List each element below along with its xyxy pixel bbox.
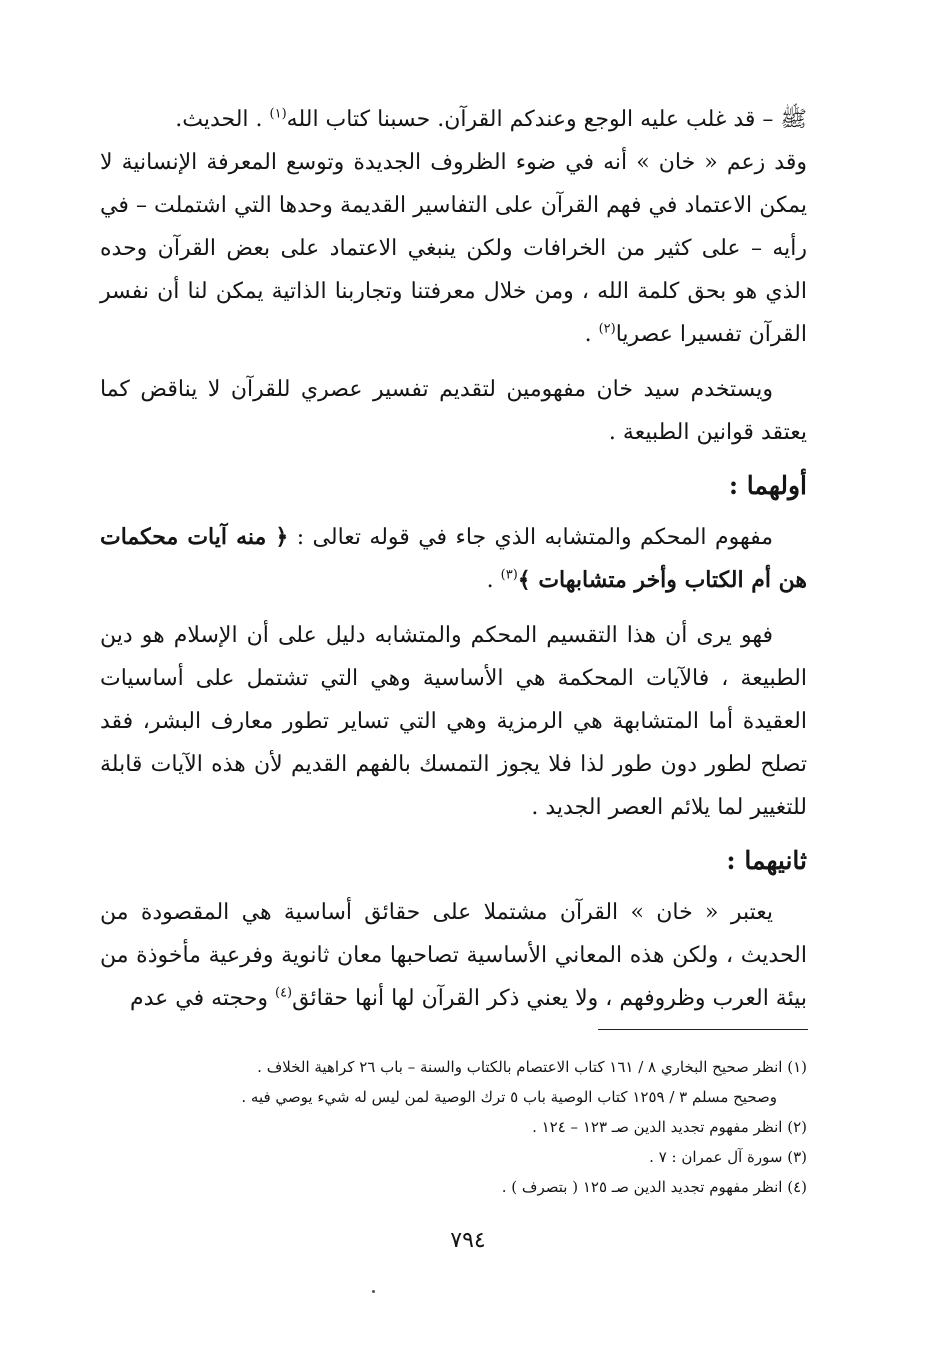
scan-speck xyxy=(372,1290,375,1293)
footnote-1-continued: وصحيح مسلم ٣ / ١٢٥٩ كتاب الوصية باب ٥ ترك الوصية لمن ليس له شيء يوصي فيه . xyxy=(241,1088,777,1106)
footnote-ref-1[interactable]: (١) xyxy=(269,106,287,122)
footnote-ref-4[interactable]: (٤) xyxy=(274,985,293,1001)
quran-quote: ﴿ منه آيات محكمات هن أم الكتاب وأخر متشابهات ﴾ xyxy=(100,524,807,593)
heading-first: أولهما : xyxy=(728,471,807,500)
footnote-3: (٣) سورة آل عمران : ٧ . xyxy=(649,1148,807,1166)
paragraph-4: مفهوم المحكم والمتشابه الذي جاء في قوله تعالى : ﴿ منه آيات محكمات هن أم الكتاب وأخر متشابهات ﴾$^{(٣)}$ . xyxy=(100,524,807,593)
paragraph-6: يعتبر « خان » القرآن مشتملا على حقائق أساسية هي المقصودة من الحديث ، ولكن هذه المعاني الأساسية تصاحبها معان ثانوية وفرعية مأخوذة من بيئة العرب وظروفهم ، ولا يعني ذكر القرآن لها أنها حقائق$^{(٤)}$ وحجته في عدم xyxy=(100,900,807,1011)
page-number: ٧٩٤ xyxy=(450,1228,486,1253)
footnote-2: (٢) انظر مفهوم تجديد الدين صـ ١٢٣ – ١٢٤ . xyxy=(532,1118,807,1136)
footnote-ref-3[interactable]: (٣) xyxy=(500,567,518,583)
footnotes xyxy=(100,1052,807,1202)
paragraph-3: ويستخدم سيد خان مفهومين لتقديم تفسير عصري للقرآن لا يناقض كما يعتقد قوانين الطبيعة . xyxy=(100,377,807,445)
footnote-4: (٤) انظر مفهوم تجديد الدين صـ ١٢٥ ( بتصرف ) . xyxy=(501,1178,807,1196)
footnote-divider xyxy=(598,1029,808,1030)
footnote-ref-2[interactable]: (٢) xyxy=(598,321,616,337)
footnote-1: (١) انظر صحيح البخاري ٨ / ١٦١ كتاب الاعتصام بالكتاب والسنة – باب ٢٦ كراهية الخلاف . xyxy=(257,1058,807,1076)
paragraph-5: فهو يرى أن هذا التقسيم المحكم والمتشابه دليل على أن الإسلام هو دين الطبيعة ، فالآيات المحكمة هي الأساسية وهي التي تشتمل على أساسيات العقيدة أما المتشابهة هي الرمزية وهي التي تساير تطور معارف البشر، فقد تصلح لطور دون طور لذا فلا يجوز التمسك بالفهم القديم لأن هذه الآيات قابلة للتغيير لما يلائم العصر الجديد . xyxy=(100,623,807,820)
paragraph-1: ﷺ – قد غلب عليه الوجع وعندكم القرآن. حسبنا كتاب الله$^{(١)}$ . الحديث. xyxy=(175,106,807,132)
page-body xyxy=(100,98,807,1032)
paragraph-2: وقد زعم « خان » أنه في ضوء الظروف الجديدة وتوسع المعرفة الإنسانية لا يمكن الاعتماد في فهم القرآن على التفاسير القديمة وحدها التي اشتملت – في رأيه – على كثير من الخرافات ولكن ينبغي الاعتماد على بعض القرآن وحده الذي هو بحق كلمة الله ، ومن خلال معرفتنا وتجاربنا الذاتية يمكن لنا أن نفسر القرآن تفسيرا عصريا$^{(٢)}$ . xyxy=(100,150,807,347)
heading-second: ثانيهما : xyxy=(726,846,807,875)
